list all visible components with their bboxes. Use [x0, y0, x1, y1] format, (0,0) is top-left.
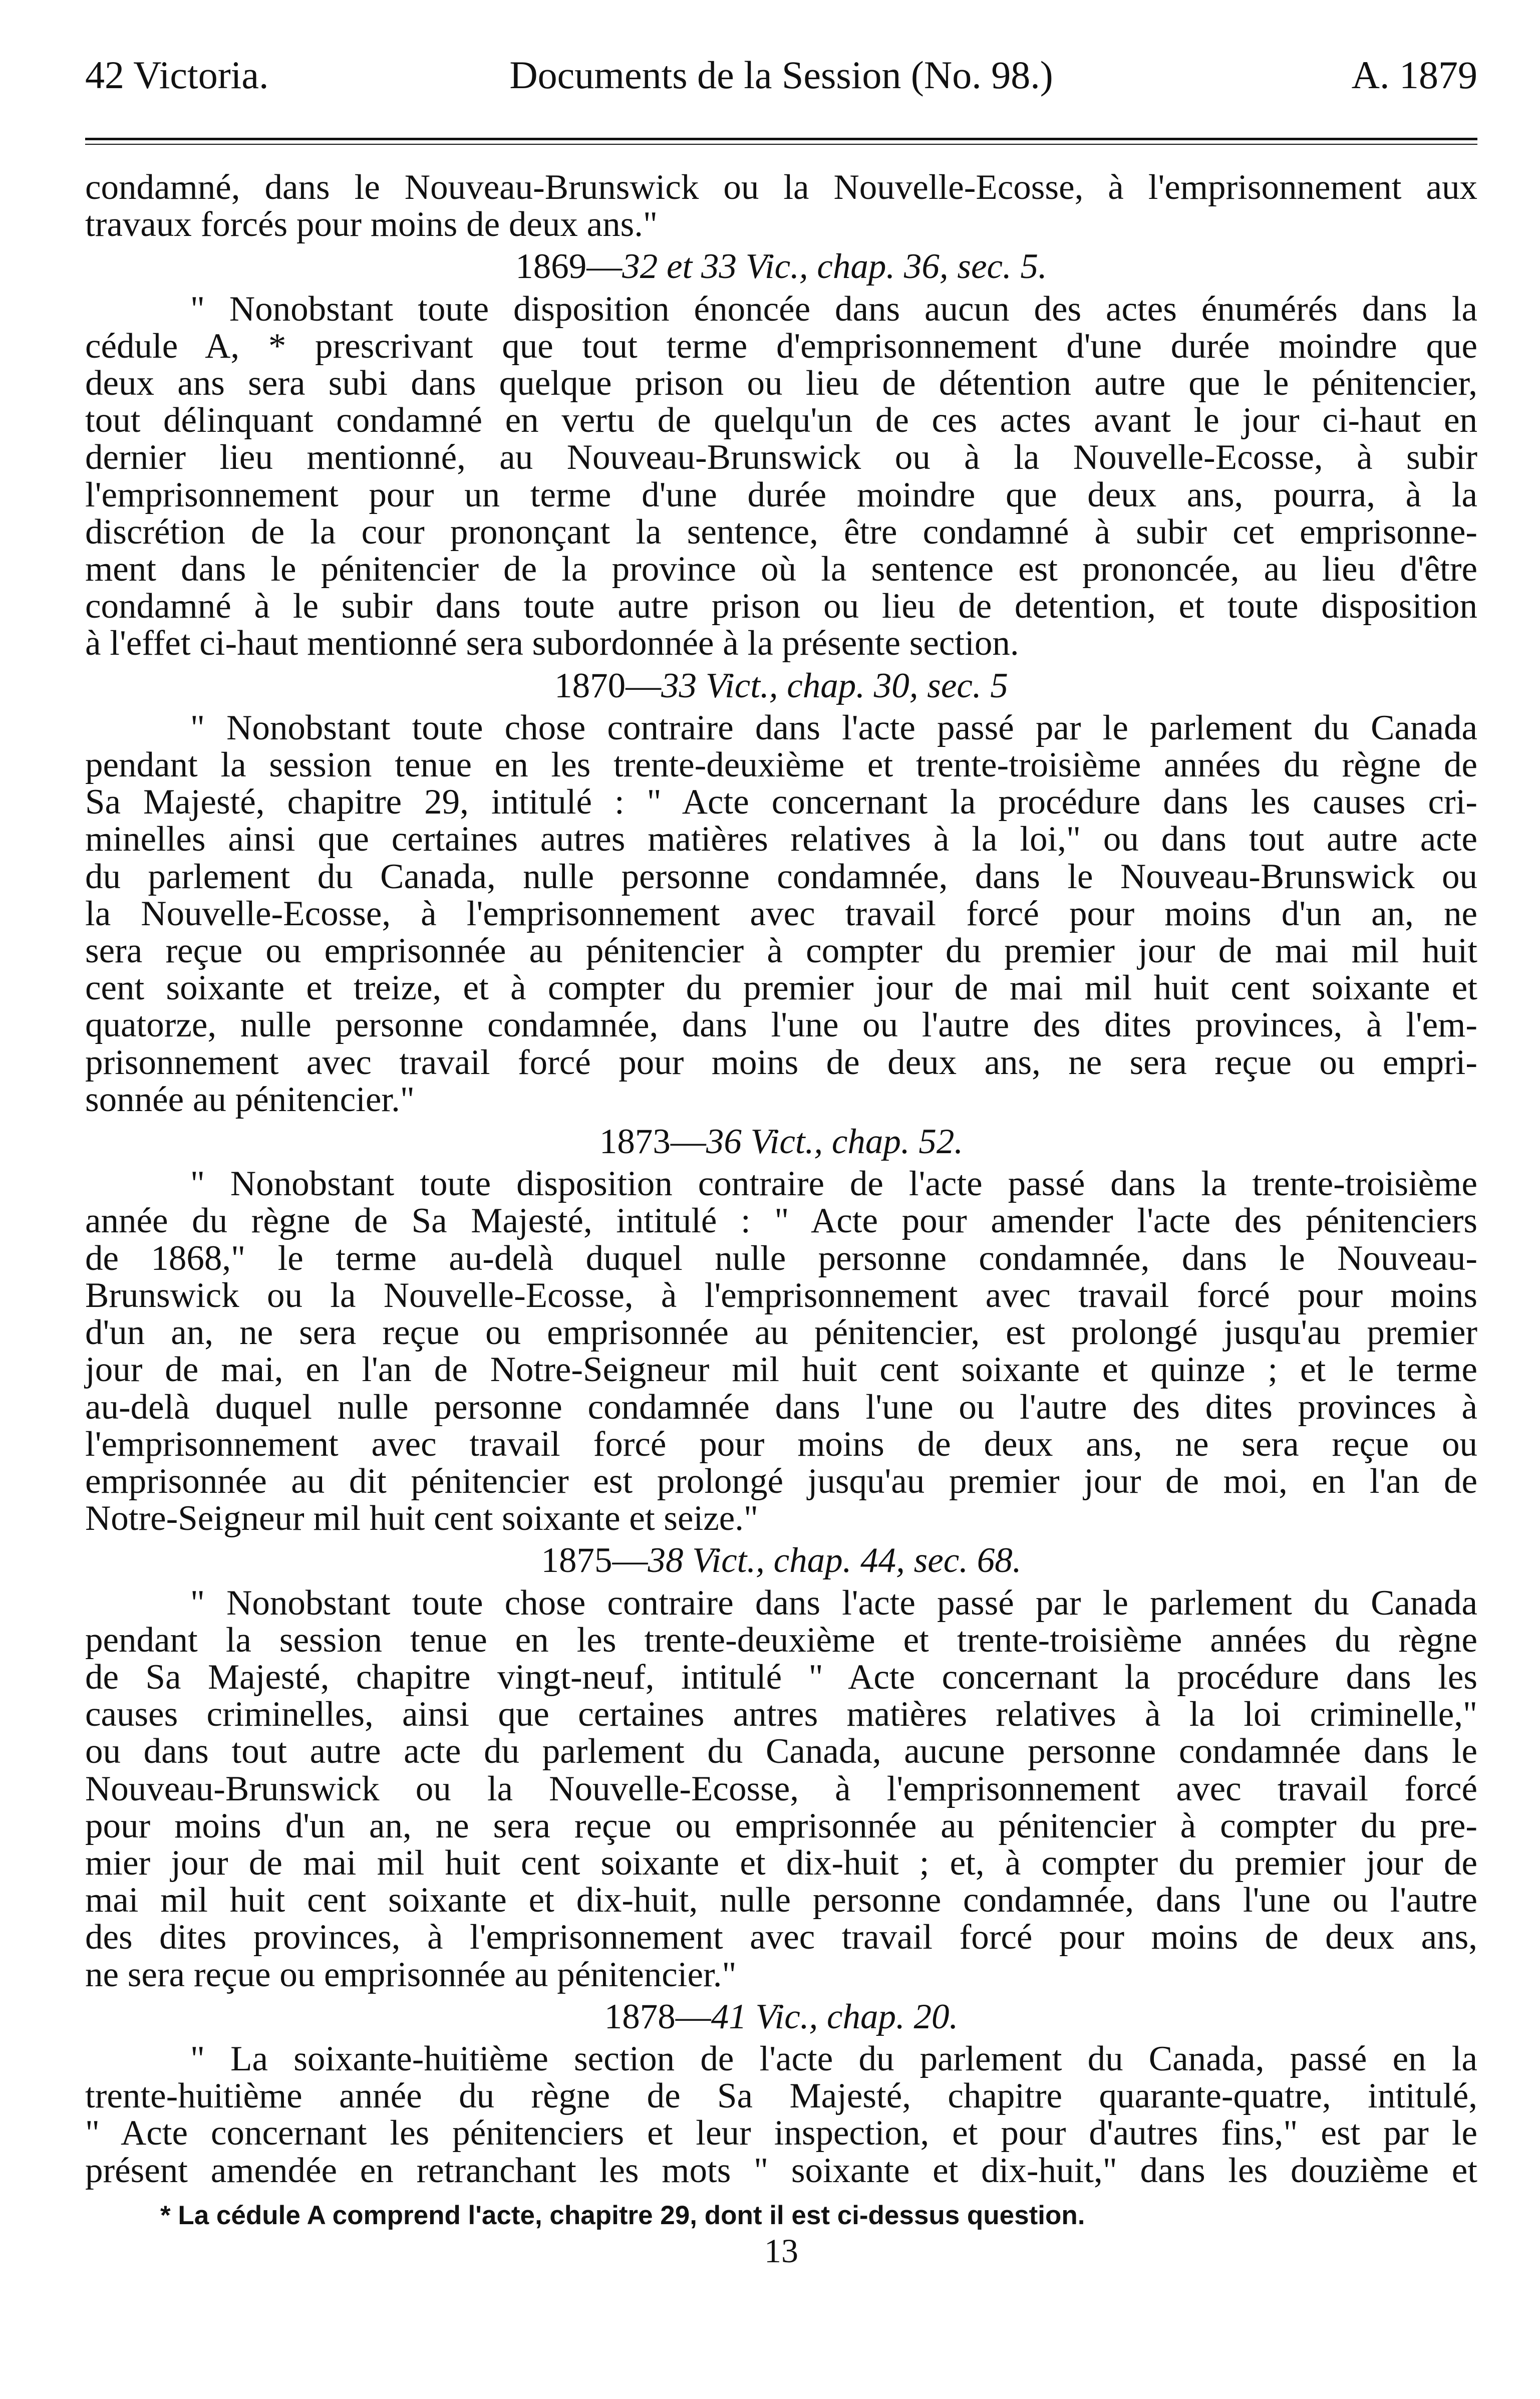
page-number: 13: [764, 2231, 798, 2270]
heading-citation: 36 Vict., chap. 52.: [706, 1122, 964, 1162]
text-line: pour moins d'un an, ne sera reçue ou emprisonnée au pénitencier à compter du pre-: [85, 1806, 1477, 1845]
text-line: Brunswick ou la Nouvelle-Ecosse, à l'emprisonnement avec travail forcé pour moins: [85, 1275, 1477, 1315]
text-line: présent amendée en retranchant les mots " soixante et dix-huit," dans les douzième et: [85, 2151, 1477, 2190]
section-heading: [85, 248, 1477, 285]
text-line: emprisonnée au dit pénitencier est prolongé jusqu'au premier jour de moi, en l'an de: [85, 1461, 1477, 1501]
document-page: [85, 48, 1477, 2268]
heading-year: 1873—: [599, 1122, 706, 1162]
body-text: [85, 169, 1477, 2189]
text-line: travaux forcés pour moins de deux ans.": [85, 205, 658, 244]
section-paragraph: [85, 291, 1477, 662]
text-line: " La soixante-huitième section de l'acte du parlement du Canada, passé en la: [190, 2039, 1477, 2078]
text-line: quatorze, nulle personne condamnée, dans l'une ou l'autre des dites provinces, à l'em-: [85, 1005, 1477, 1045]
text-line: ne sera reçue ou emprisonnée au pénitencier.": [85, 1955, 737, 1994]
text-line: condamné à le subir dans toute autre prison ou lieu de detention, et toute disposition: [85, 587, 1477, 626]
text-line: sonnée au pénitencier.": [85, 1080, 415, 1119]
text-line: à l'effet ci-haut mentionné sera subordonnée à la présente section.: [85, 624, 1019, 663]
text-line: l'emprisonnement pour un terme d'une durée moindre que deux ans, pourra, à la: [85, 475, 1477, 514]
text-line: dernier lieu mentionné, au Nouveau-Brunswick ou à la Nouvelle-Ecosse, à subir: [85, 438, 1477, 477]
text-line: prisonnement avec travail forcé pour moins de deux ans, ne sera reçue ou empri-: [85, 1042, 1477, 1082]
text-line: deux ans sera subi dans quelque prison ou lieu de détention autre que le pénitencier,: [85, 364, 1477, 403]
text-line: la Nouvelle-Ecosse, à l'emprisonnement avec travail forcé pour moins d'un an, ne: [85, 894, 1477, 933]
text-line: cent soixante et treize, et à compter du premier jour de mai mil huit cent soixante et: [85, 968, 1477, 1008]
text-line: cédule A, * prescrivant que tout terme d'emprisonnement d'une durée moindre que: [85, 326, 1477, 366]
section-paragraph: [85, 1584, 1477, 1993]
text-line: l'emprisonnement avec travail forcé pour moins de deux ans, ne sera reçue ou: [85, 1424, 1477, 1464]
text-line: mai mil huit cent soixante et dix-huit, nulle personne condamnée, dans l'une ou l'autre: [85, 1881, 1477, 1920]
text-line: d'un an, ne sera reçue ou emprisonnée au pénitencier, est prolongé jusqu'au premier: [85, 1313, 1477, 1353]
heading-citation: 41 Vic., chap. 20.: [711, 1997, 959, 2036]
heading-year: 1875—: [541, 1541, 648, 1580]
text-line: Nouveau-Brunswick ou la Nouvelle-Ecosse, à l'emprisonnement avec travail forcé: [85, 1769, 1477, 1808]
heading-year: 1878—: [604, 1997, 711, 2036]
section-paragraph: [85, 2040, 1477, 2189]
text-line: jour de mai, en l'an de Notre-Seigneur mil huit cent soixante et quinze ; et le terme: [85, 1350, 1477, 1390]
text-line: de 1868," le terme au-delà duquel nulle personne condamnée, dans le Nouveau-: [85, 1238, 1477, 1278]
text-line: " Acte concernant les pénitenciers et leur inspection, et pour d'autres fins," est par le: [85, 2113, 1477, 2153]
heading-year: 1869—: [515, 247, 623, 287]
running-head: [85, 48, 1477, 103]
section-paragraph: [85, 709, 1477, 1118]
text-line: causes criminelles, ainsi que certaines antres matières relatives à la loi criminelle,": [85, 1695, 1477, 1734]
header-title: Documents de la Session (No. 98.): [509, 53, 1053, 97]
header-left: 42 Victoria.: [85, 53, 269, 97]
text-line: " Nonobstant toute chose contraire dans l'acte passé par le parlement du Canada: [190, 708, 1477, 747]
continuation-paragraph: [85, 169, 1477, 243]
text-line: pendant la session tenue en les trente-deuxième et trente-troisième années du règne de: [85, 745, 1477, 785]
text-line: des dites provinces, à l'emprisonnement avec travail forcé pour moins de deux ans,: [85, 1918, 1477, 1957]
text-line: pendant la session tenue en les trente-deuxième et trente-troisième années du règne: [85, 1620, 1477, 1660]
footnote: * La cédule A comprend l'acte, chapitre 29, dont il est ci-dessus question.: [160, 2200, 1085, 2230]
section-paragraph: [85, 1165, 1477, 1537]
text-line: de Sa Majesté, chapitre vingt-neuf, intitulé " Acte concernant la procédure dans les: [85, 1657, 1477, 1697]
text-line: au-delà duquel nulle personne condamnée dans l'une ou l'autre des dites provinces à: [85, 1387, 1477, 1427]
text-line: sera reçue ou emprisonnée au pénitencier à compter du premier jour de mai mil huit: [85, 931, 1477, 971]
text-line: du parlement du Canada, nulle personne condamnée, dans le Nouveau-Brunswick ou: [85, 857, 1477, 896]
heading-citation: 32 et 33 Vic., chap. 36, sec. 5.: [622, 247, 1047, 287]
text-line: " Nonobstant toute disposition énoncée dans aucun des actes énumérés dans la: [190, 289, 1477, 329]
text-line: Sa Majesté, chapitre 29, intitulé : " Acte concernant la procédure dans les causes cri-: [85, 782, 1477, 822]
text-line: tout délinquant condamné en vertu de quelqu'un de ces actes avant le jour ci-haut en: [85, 401, 1477, 440]
text-line: " Nonobstant toute chose contraire dans l'acte passé par le parlement du Canada: [190, 1583, 1477, 1623]
section-heading: [85, 1542, 1477, 1579]
header-double-rule: [85, 138, 1477, 145]
text-line: année du règne de Sa Majesté, intitulé : " Acte pour amender l'acte des pénitenciers: [85, 1201, 1477, 1241]
text-line: ou dans tout autre acte du parlement du Canada, aucune personne condamnée dans le: [85, 1732, 1477, 1771]
text-line: mier jour de mai mil huit cent soixante et dix-huit ; et, à compter du premier jour de: [85, 1843, 1477, 1883]
text-line: Notre-Seigneur mil huit cent soixante et seize.": [85, 1499, 759, 1538]
section-heading: [85, 1998, 1477, 2035]
text-line: ment dans le pénitencier de la province où la sentence est prononcée, au lieu d'être: [85, 550, 1477, 589]
heading-citation: 38 Vict., chap. 44, sec. 68.: [648, 1541, 1022, 1580]
heading-year: 1870—: [554, 666, 662, 705]
heading-citation: 33 Vict., chap. 30, sec. 5: [661, 666, 1008, 705]
section-heading: [85, 1123, 1477, 1160]
text-line: minelles ainsi que certaines autres matières relatives à la loi," ou dans tout autre acte: [85, 820, 1477, 859]
text-line: condamné, dans le Nouveau-Brunswick ou la Nouvelle-Ecosse, à l'emprisonnement aux: [85, 168, 1477, 207]
text-line: discrétion de la cour prononçant la sentence, être condamné à subir cet emprisonne-: [85, 512, 1477, 552]
section-heading: [85, 667, 1477, 704]
text-line: " Nonobstant toute disposition contraire de l'acte passé dans la trente-troisième: [190, 1164, 1477, 1204]
header-right: A. 1879: [1351, 53, 1477, 97]
text-line: trente-huitième année du règne de Sa Majesté, chapitre quarante-quatre, intitulé,: [85, 2076, 1477, 2116]
